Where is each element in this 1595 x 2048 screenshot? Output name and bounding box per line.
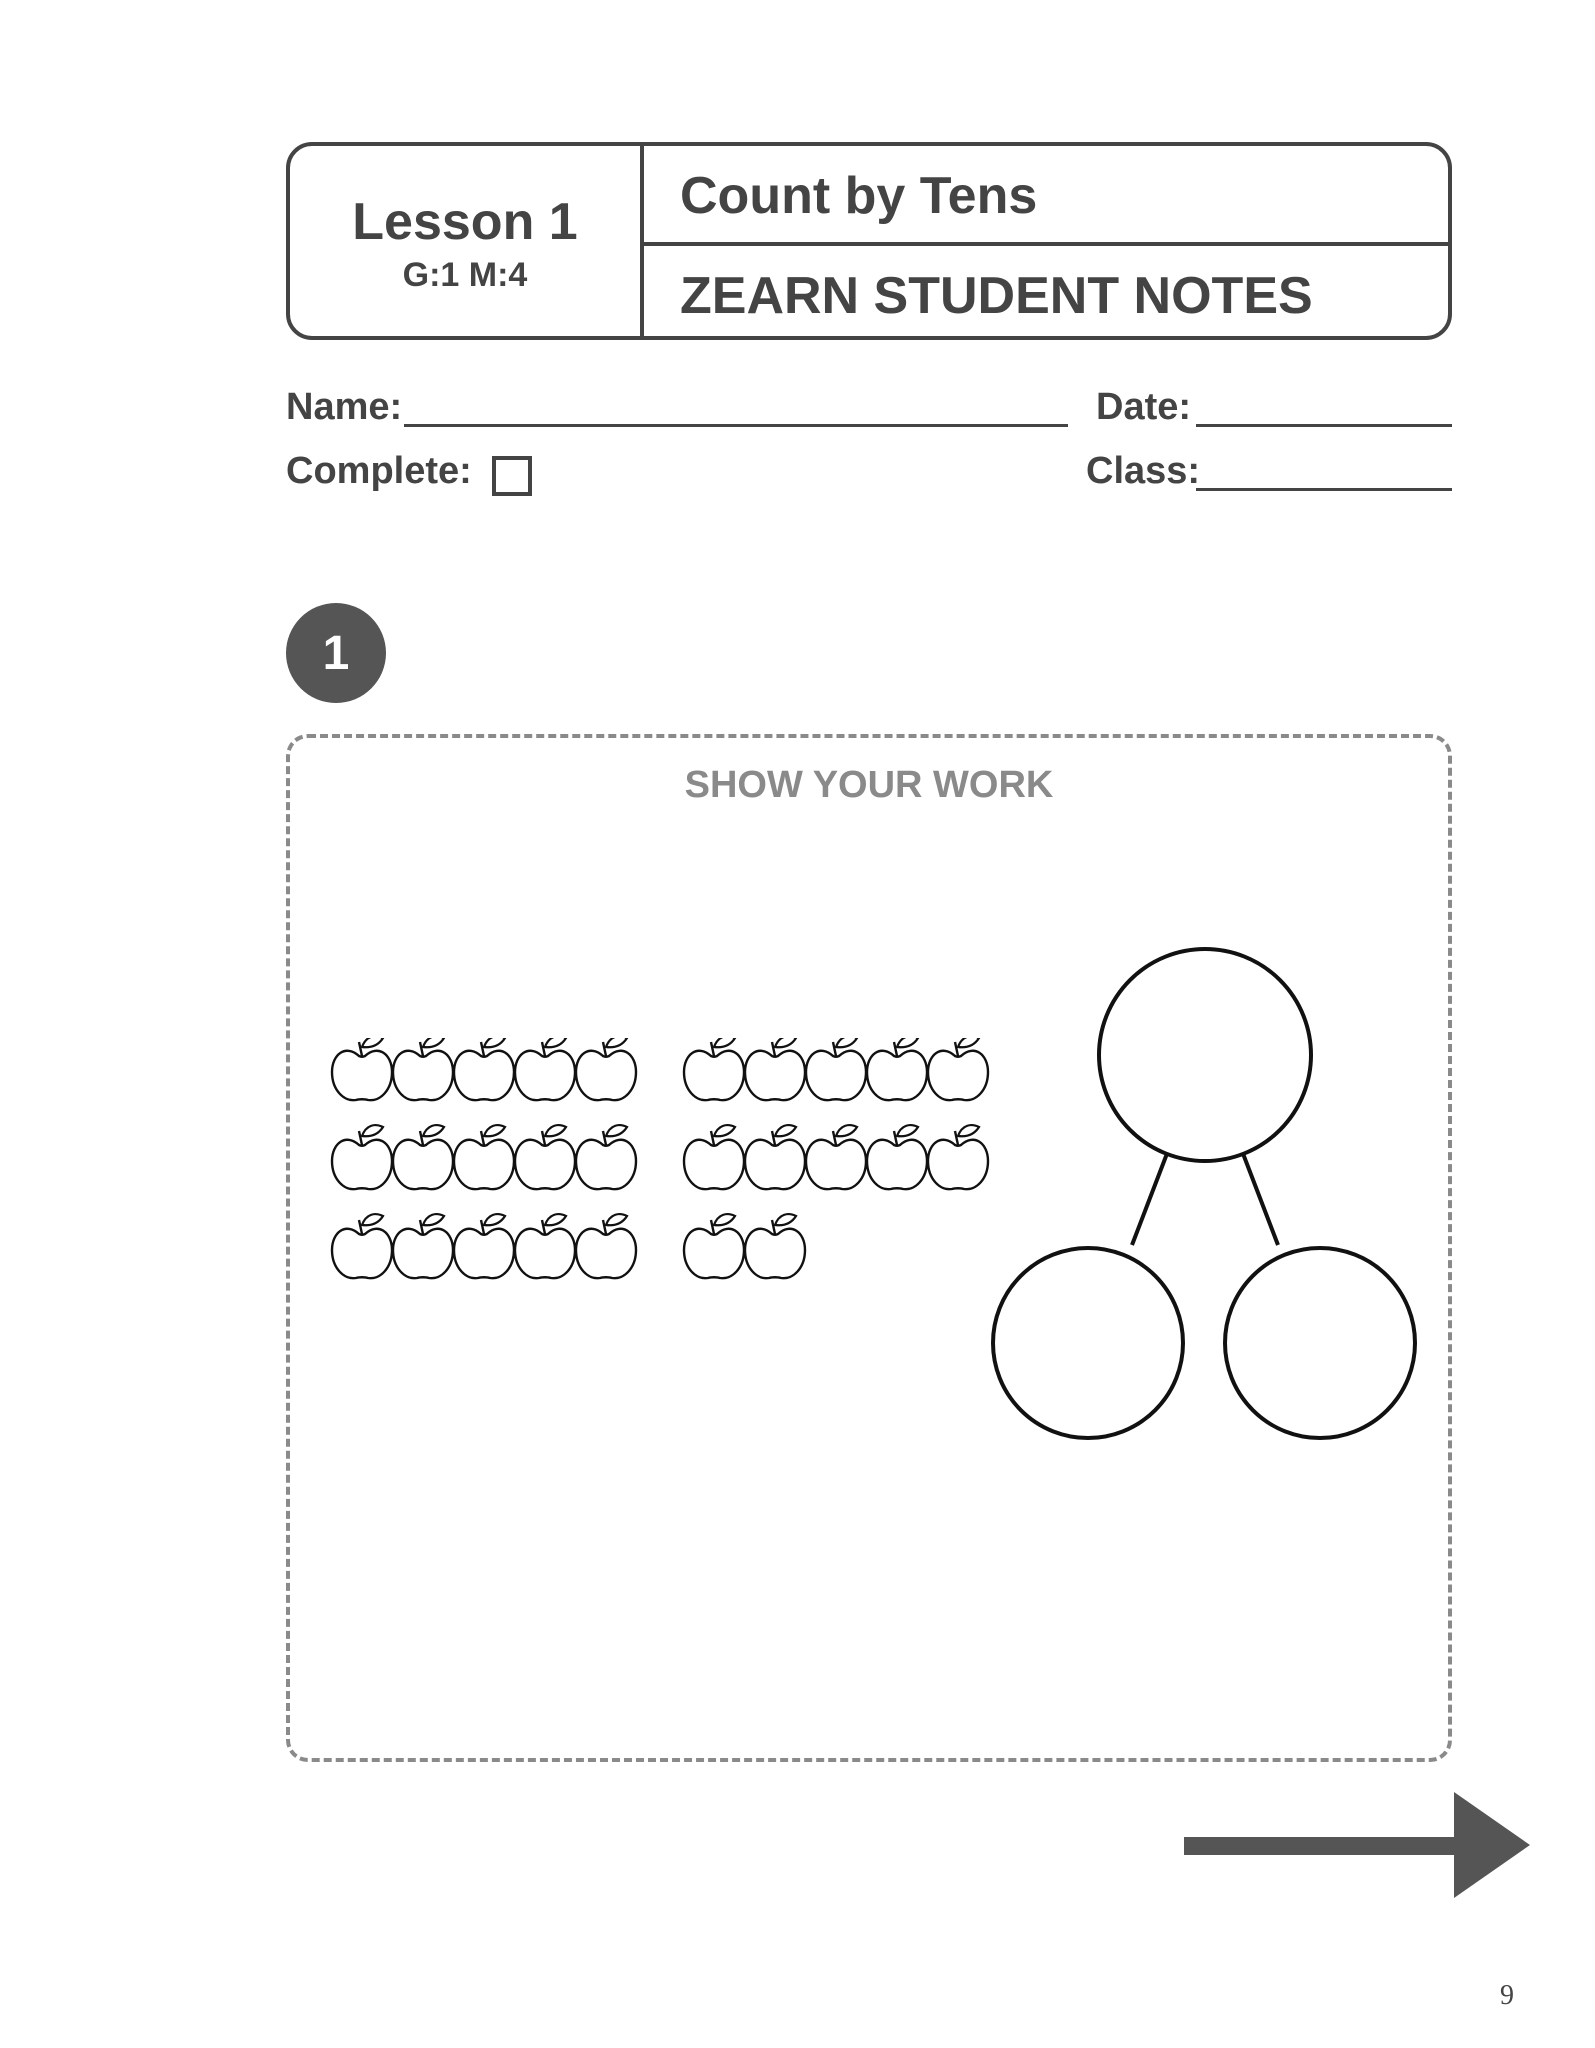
apple-icon (515, 1038, 575, 1100)
apple-icon (393, 1038, 453, 1100)
apple-icon (576, 1038, 636, 1100)
problem-number-badge (286, 603, 386, 703)
topic-title: Count by Tens (680, 167, 1038, 225)
show-your-work-area[interactable] (286, 734, 1452, 1762)
apple-icon (867, 1038, 927, 1100)
notes-title: ZEARN STUDENT NOTES (680, 267, 1313, 325)
apple-icon (745, 1125, 805, 1189)
date-field[interactable] (1196, 424, 1452, 427)
apple-icon (745, 1214, 805, 1278)
apple-array (330, 1038, 1010, 1298)
bond-part-left-circle (993, 1248, 1183, 1438)
lesson-header (286, 142, 1452, 340)
apple-icon (393, 1125, 453, 1189)
apple-icon (393, 1214, 453, 1278)
header-divider (644, 242, 1448, 246)
apple-icon (684, 1038, 744, 1100)
apple-icon (332, 1125, 392, 1189)
next-arrow-icon[interactable] (1184, 1792, 1530, 1898)
apple-icon (454, 1038, 514, 1100)
apple-icon (928, 1038, 988, 1100)
apple-icon (454, 1125, 514, 1189)
problem-number: 1 (322, 626, 350, 680)
apple-icon (576, 1214, 636, 1278)
name-field[interactable] (404, 424, 1068, 427)
bond-part-right-circle (1225, 1248, 1415, 1438)
class-label: Class: (1086, 450, 1201, 492)
page-number: 9 (1500, 1980, 1514, 2011)
lesson-title: Lesson 1 (352, 193, 578, 251)
apple-icon (332, 1214, 392, 1278)
complete-label: Complete: (286, 450, 472, 492)
apple-icon (684, 1214, 744, 1278)
date-label: Date: (1096, 386, 1192, 428)
work-label: SHOW YOUR WORK (684, 764, 1054, 806)
apple-icon (576, 1125, 636, 1189)
apple-icon (928, 1125, 988, 1189)
complete-checkbox[interactable] (492, 456, 532, 496)
lesson-info (290, 146, 644, 336)
apple-icon (684, 1125, 744, 1189)
apple-icon (867, 1125, 927, 1189)
apple-icon (745, 1038, 805, 1100)
apple-icon (454, 1214, 514, 1278)
lesson-code: G:1 M:4 (402, 256, 528, 294)
bond-whole-circle (1099, 949, 1311, 1161)
apple-icon (332, 1038, 392, 1100)
apple-icon (806, 1125, 866, 1189)
apple-icon (806, 1038, 866, 1100)
name-label: Name: (286, 386, 403, 428)
apple-icon (515, 1214, 575, 1278)
class-field[interactable] (1196, 488, 1452, 491)
apple-icon (515, 1125, 575, 1189)
